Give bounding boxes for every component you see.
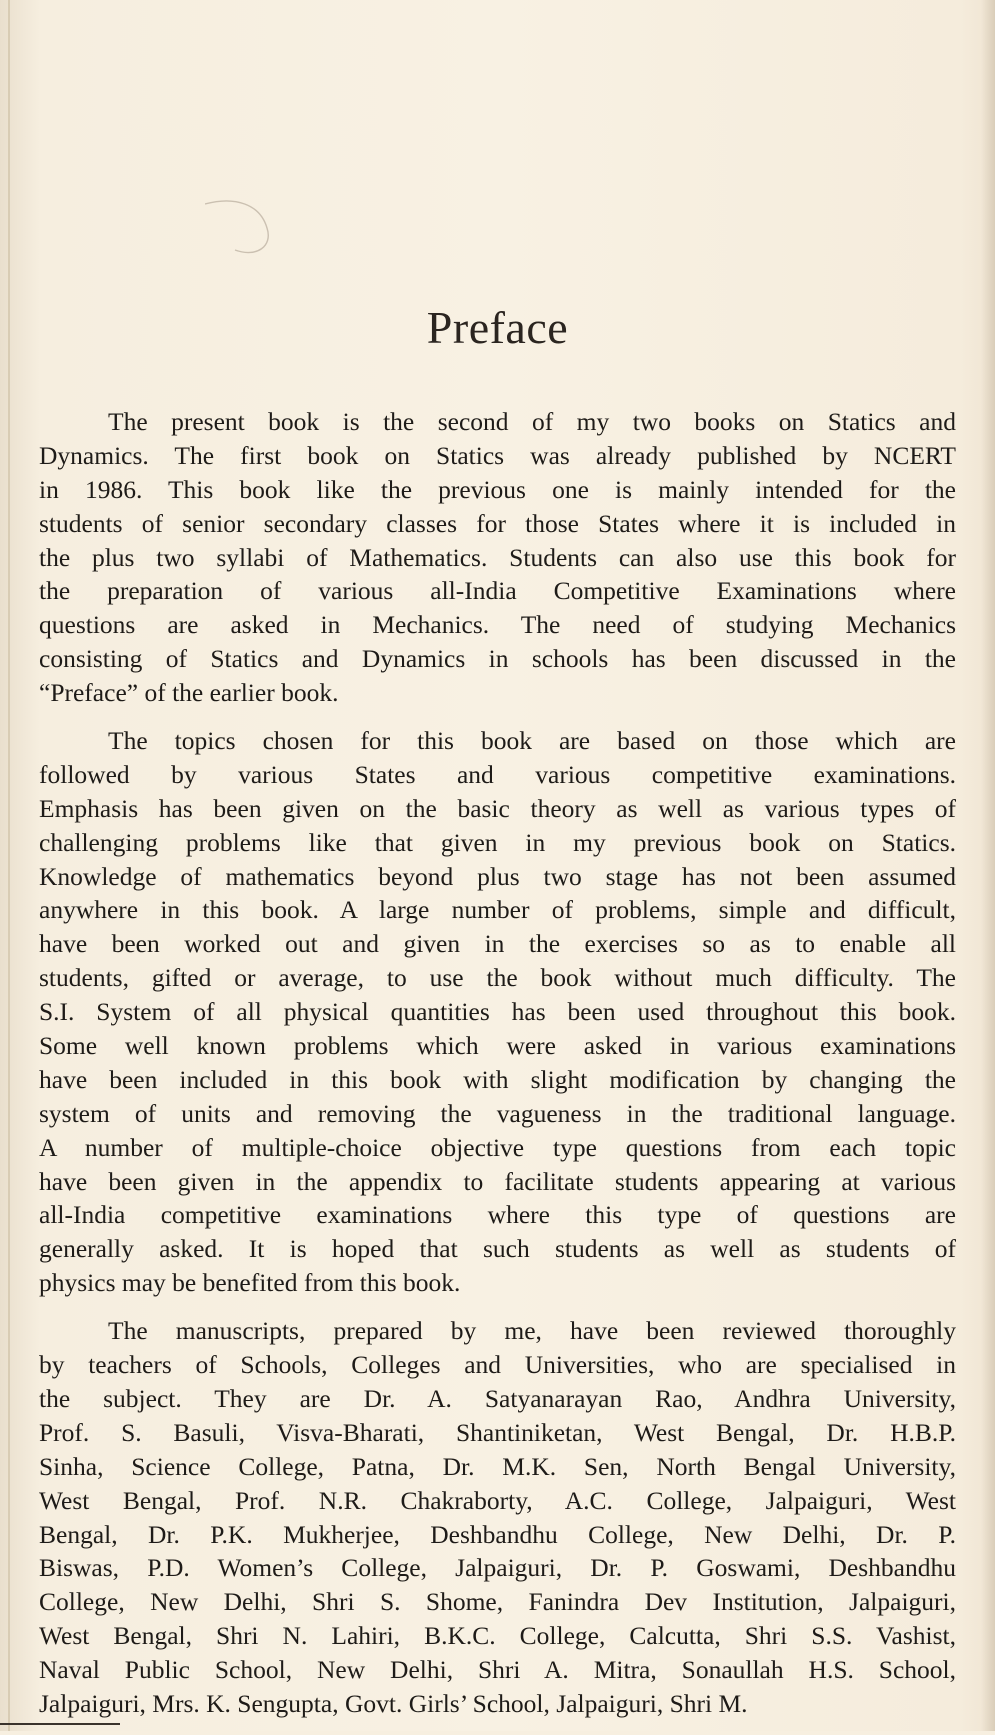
text-line: have been included in this book with slight modification by changing the: [39, 1064, 956, 1094]
paragraph: [39, 1314, 956, 1721]
text-line: West Bengal, Prof. N.R. Chakraborty, A.C. College, Jalpaiguri, West: [39, 1485, 956, 1515]
page-title: Preface: [426, 301, 569, 353]
text-line: “Preface” of the earlier book.: [39, 678, 339, 708]
text-line: consisting of Statics and Dynamics in schools has been discussed in the: [39, 644, 956, 674]
text-line: have been given in the appendix to facilitate students appearing at various: [39, 1166, 956, 1196]
text-line: Biswas, P.D. Women’s College, Jalpaiguri, Dr. P. Goswami, Deshbandhu: [39, 1553, 956, 1583]
text-line: A number of multiple-choice objective type questions from each topic: [39, 1132, 956, 1162]
paragraph: [39, 405, 956, 710]
text-line: students, gifted or average, to use the book without much difficulty. The: [39, 963, 956, 993]
text-line: College, New Delhi, Shri S. Shome, Fanindra Dev Institution, Jalpaiguri,: [39, 1587, 956, 1617]
text-line: questions are asked in Mechanics. The need of studying Mechanics: [39, 610, 956, 640]
page-edge-shadow: [981, 0, 995, 1731]
text-line: generally asked. It is hoped that such students as well as students of: [39, 1234, 956, 1264]
text-line: physics may be benefited from this book.: [39, 1268, 461, 1298]
text-line: The present book is the second of my two books on Statics and: [108, 407, 956, 436]
paragraph: [39, 724, 956, 1300]
text-line: followed by various States and various competitive examinations.: [39, 759, 956, 789]
text-line: West Bengal, Shri N. Lahiri, B.K.C. College, Calcutta, Shri S.S. Vashist,: [39, 1621, 956, 1651]
text-line: have been worked out and given in the exercises so as to enable all: [39, 929, 956, 959]
text-line: Prof. S. Basuli, Visva-Bharati, Shantiniketan, West Bengal, Dr. H.B.P.: [39, 1417, 956, 1447]
text-line: the plus two syllabi of Mathematics. Students can also use this book for: [39, 542, 956, 572]
text-line: Jalpaiguri, Mrs. K. Sengupta, Govt. Girls’ School, Jalpaiguri, Shri M.: [39, 1688, 748, 1718]
text-line: Knowledge of mathematics beyond plus two stage has not been assumed: [39, 861, 956, 891]
text-line: anywhere in this book. A large number of problems, simple and difficult,: [39, 895, 956, 925]
text-line: Dynamics. The first book on Statics was already published by NCERT: [39, 440, 956, 470]
preface-body: [39, 405, 956, 1735]
text-line: The manuscripts, prepared by me, have been reviewed thoroughly: [108, 1316, 956, 1346]
page-spine-shadow: [8, 0, 10, 1731]
text-line: in 1986. This book like the previous one is mainly intended for the: [39, 474, 956, 504]
text-line: system of units and removing the vagueness in the traditional language.: [39, 1098, 956, 1128]
text-line: by teachers of Schools, Colleges and Universities, who are specialised in: [39, 1350, 956, 1380]
text-line: Naval Public School, New Delhi, Shri A. Mitra, Sonaullah H.S. School,: [39, 1655, 956, 1685]
text-line: Some well known problems which were asked in various examinations: [39, 1031, 956, 1061]
text-line: S.I. System of all physical quantities has been used throughout this book.: [39, 997, 956, 1027]
text-line: the preparation of various all-India Competitive Examinations where: [39, 576, 956, 606]
text-line: The topics chosen for this book are based on those which are: [108, 726, 956, 756]
text-line: the subject. They are Dr. A. Satyanarayan Rao, Andhra University,: [39, 1383, 956, 1413]
pencil-smudge-mark: [205, 198, 315, 288]
text-line: Bengal, Dr. P.K. Mukherjee, Deshbandhu College, New Delhi, Dr. P.: [39, 1519, 956, 1549]
text-line: Emphasis has been given on the basic theory as well as various types of: [39, 793, 956, 823]
text-line: challenging problems like that given in my previous book on Statics.: [39, 827, 956, 857]
text-line: all-India competitive examinations where this type of questions are: [39, 1200, 956, 1230]
text-line: students of senior secondary classes for those States where it is included in: [39, 508, 956, 538]
pen-underline-mark: [0, 1723, 120, 1725]
text-line: Sinha, Science College, Patna, Dr. M.K. Sen, North Bengal University,: [39, 1451, 956, 1481]
